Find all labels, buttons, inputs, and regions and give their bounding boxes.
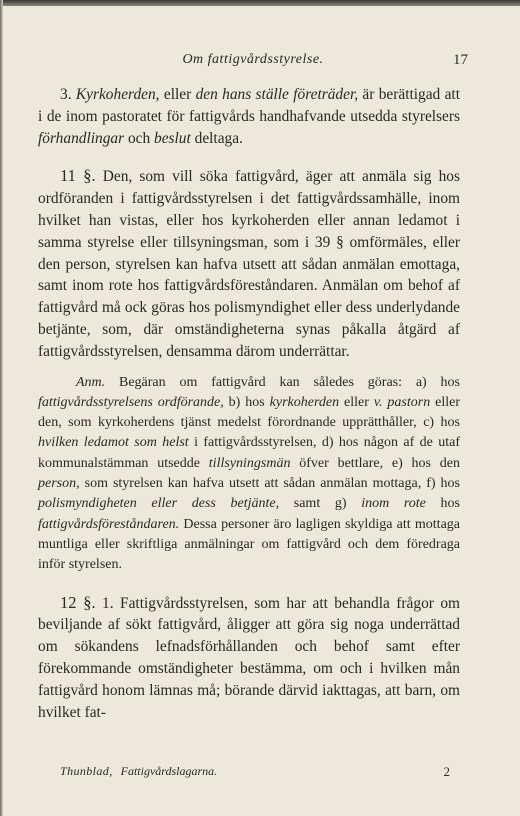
footer-author: Thunblad, (60, 764, 113, 778)
italic-run: fattigvårdsstyrelsens ordförande, (38, 394, 224, 410)
section-number: 12 §. (60, 592, 96, 612)
italic-run: Kyrkoherden, (75, 86, 160, 103)
italic-run: kyrkoherden (269, 394, 340, 410)
signature-mark: 2 (443, 764, 450, 779)
page-left-edge (0, 0, 3, 816)
text-run: Dessa personer äro lagligen skyldiga att mottaga muntliga eller skriftliga anmälningar om fattigvård och dem föredraga inför styrelsen. (38, 516, 460, 573)
italic-run: hvilken ledamot som helst (38, 435, 189, 451)
text-run: hos (425, 496, 460, 512)
italic-run: person, (38, 476, 80, 492)
section-text: 1. Fattigvårdsstyrelsen, som har att behandla frågor om beviljande af sökt fattigvård, åligger att göra sig noga underrättad om sökandens lefnadsförhållanden och behof samt efter förekommande omständigheter bestämma, om och i hvilken mån fattigvård honom lämnas må; börande därvid iakttagas, att barn, om hvilket fat- (38, 594, 461, 721)
page-number: 17 (453, 52, 468, 68)
text-run: samt g) (279, 496, 362, 512)
text-run: b) hos (223, 394, 270, 410)
text-run: är berättigad att i de inom pastoratet för fattigvårds handhafvande utsedda styrelsers (38, 86, 460, 125)
text-run: eller (159, 86, 196, 103)
italic-run: inom rote (361, 496, 426, 512)
text-run: eller den, som kyrkoherdens tjänst medelst förordnande upprätthåller, c) hos (38, 394, 460, 431)
page-top-edge (0, 0, 520, 6)
italic-run: polismyndigheten eller dess betjänte, (38, 496, 280, 512)
text-run: i fattigvårdsstyrelsen, d) hos någon af de utaf kommunalstämman utsedde (38, 435, 460, 471)
paragraph-3 (38, 84, 460, 149)
text-run: Begäran om fattigvård kan således göras: a) hos (105, 374, 460, 390)
page-header (38, 52, 468, 76)
annotation (38, 373, 460, 576)
body-text (38, 84, 460, 723)
section-number: 11 §. (60, 166, 96, 186)
text-run: och (124, 129, 155, 147)
italic-run: beslut (154, 129, 191, 147)
text-run: deltaga. (190, 129, 243, 147)
text-run: eller (339, 394, 374, 410)
text-run: öfver bettlare, e) hos den (290, 455, 460, 471)
footer-title: Fattigvårdslagarna. (120, 764, 218, 778)
italic-run: förhandlingar (38, 129, 125, 147)
page-footer (60, 764, 450, 784)
running-title: Om fattigvårdsstyrelse. (182, 52, 324, 67)
section-11 (38, 165, 460, 362)
text-run: som styrelsen kan hafva utsett att sådan anmälan mottaga, f) hos (79, 476, 460, 492)
section-12 (38, 592, 460, 724)
italic-run: tillsyningsmän (208, 455, 291, 471)
italic-run: v. pastorn (373, 394, 431, 410)
section-text: Den, som vill söka fattigvård, äger att anmäla sig hos ordföranden i fattigvårdsstyrelsen i det fattigvårdssamhälle, inom hvilket han vistas, eller hos kyrkoherden eller annan ledamot i samma styrelse eller tillsyningsman, som i 39 § omförmäles, eller den person, styrelsen kan hafva utsett att sådan anmälan emottaga, samt inom rote hos fattigvårdsföreståndaren. Anmälan om behof af fattigvård må ock göras hos polismyndighet eller dess underlydande betjänte, som, där omständigheterna synas påkalla åtgärd af fattigvårdsstyrelsen, densamma därom underrättar. (38, 168, 460, 360)
annotation-label: Anm. (76, 374, 106, 390)
text-run: 3. (60, 86, 76, 103)
italic-run: fattigvårdsföreståndaren. (38, 516, 180, 532)
italic-run: den hans ställe företräder, (195, 86, 359, 103)
